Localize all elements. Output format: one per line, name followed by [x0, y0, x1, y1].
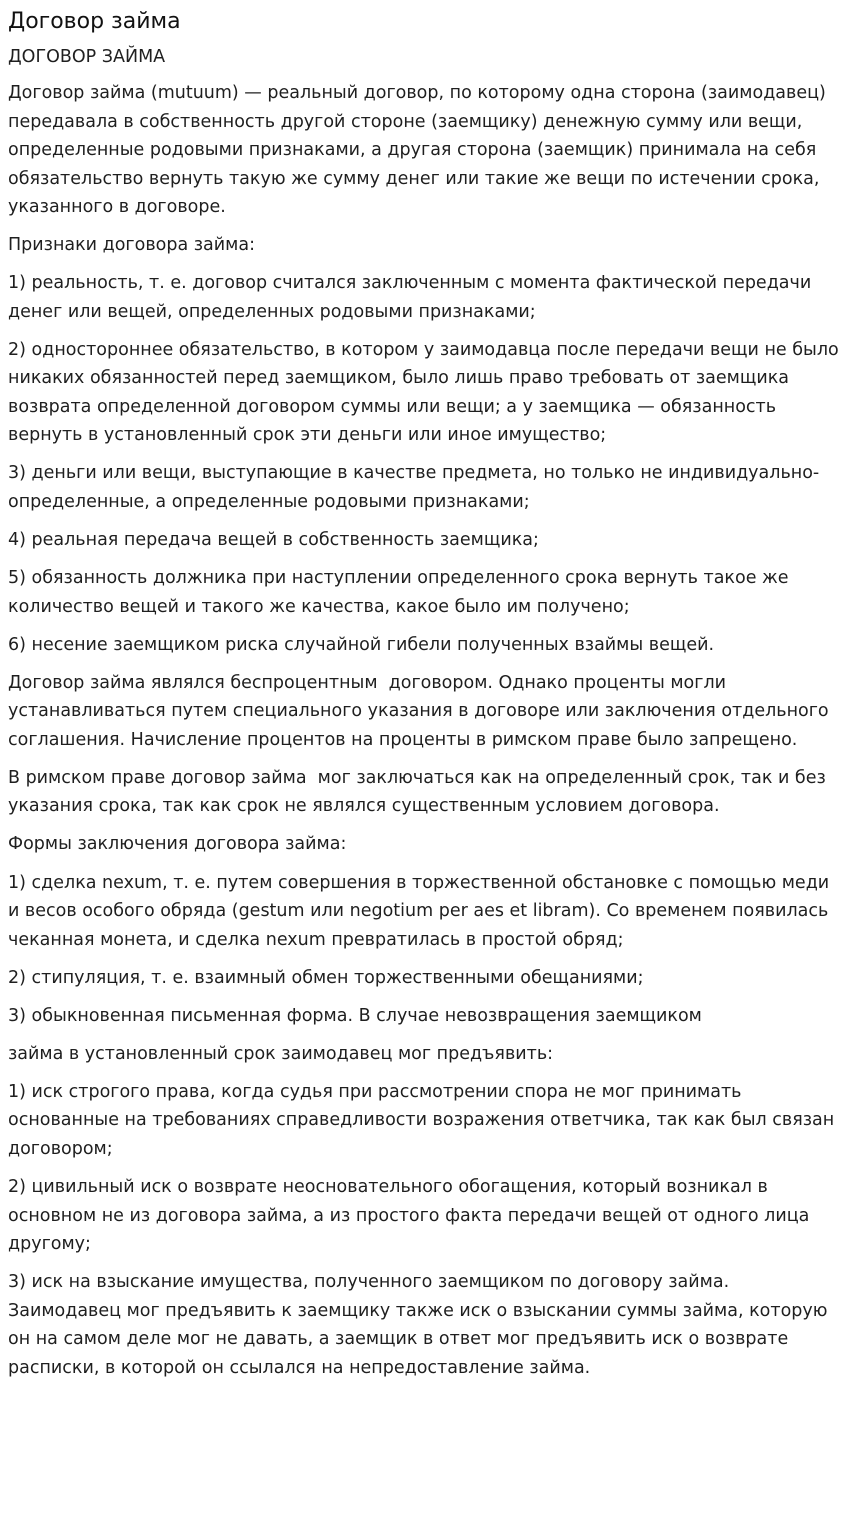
paragraph-claims-heading: займа в установленный срок заимодавец мог предъявить: — [8, 1043, 554, 1064]
document-subtitle: ДОГОВОР ЗАЙМА — [8, 47, 166, 67]
paragraph-feature-1: 1) реальность, т. е. договор считался заключенным с момента фактической передачи денег или вещей, определенных родовыми признаками; — [8, 273, 817, 322]
paragraph-feature-5: 5) обязанность должника при наступлении определенного срока вернуть такое же количество вещей и такого же качества, какое было им получено; — [8, 568, 795, 617]
paragraph-feature-2: 2) одностороннее обязательство, в котором у заимодавца после передачи вещи не было никаких обязанностей перед заемщиком, было лишь право требовать от заемщика возврата определенной договором суммы или вещи; а у заемщика — обязанность вернуть в установленный срок эти деньги или иное имущество; — [8, 339, 845, 446]
paragraph-term: В римском праве договор займа мог заключаться как на определенный срок, так и без указания срока, так как срок не являлся существенным условием договора. — [8, 767, 832, 817]
page-title: Договор займа — [8, 9, 181, 34]
paragraph-feature-3: 3) деньги или вещи, выступающие в качестве предмета, но только не индивидуально-определенные, а определенные родовыми признаками; — [8, 463, 820, 512]
paragraph-claim-1: 1) иск строгого права, когда судья при рассмотрении спора не мог принимать основанные на требованиях справедливости возражения ответчика, так как был связан договором; — [8, 1081, 840, 1159]
paragraph-interest: Договор займа являлся беспроцентным договором. Однако проценты могли устанавливаться путем специального указания в договоре или заключения отдельного соглашения. Начисление процентов на проценты в римском праве было запрещено. — [8, 672, 835, 750]
paragraph-form-2: 2) стипуляция, т. е. взаимный обмен торжественными обещаниями; — [8, 967, 644, 988]
paragraph-form-3: 3) обыкновенная письменная форма. В случае невозвращения заемщиком — [8, 1005, 702, 1026]
paragraph-definition: Договор займа (mutuum) — реальный договор, по которому одна сторона (заимодавец) передавала в собственность другой стороне (заемщику) денежную сумму или вещи, определенные родовыми признаками, а другая сторона (заемщик) принимала на себя обязательство вернуть такую же сумму денег или такие же вещи по истечении срока, указанного в договоре. — [8, 83, 832, 217]
paragraph-features-heading: Признаки договора займа: — [8, 235, 255, 256]
paragraph-feature-6: 6) несение заемщиком риска случайной гибели полученных взаймы вещей. — [8, 634, 715, 655]
paragraph-claim-2: 2) цивильный иск о возврате неосновательного обогащения, который возникал в основном не из договора займа, а из простого факта передачи вещей от одного лица другому; — [8, 1177, 815, 1254]
paragraph-feature-4: 4) реальная передача вещей в собственность заемщика; — [8, 529, 539, 550]
paragraph-form-1: 1) сделка nexum, т. е. путем совершения в торжественной обстановке с помощью меди и весов особого обряда (gestum или negotium per aes et libram). Со временем появилась чеканная монета, и сделка nexum превратилась в простой обряд; — [8, 872, 835, 950]
paragraph-forms-heading: Формы заключения договора займа: — [8, 834, 347, 855]
paragraph-claim-3: 3) иск на взыскание имущества, полученного заемщиком по договору займа. Заимодавец мог предъявить к заемщику также иск о взыскании суммы займа, которую он на самом деле мог не давать, а заемщик в ответ мог предъявить иск о возврате расписки, в которой он ссылался на непредоставление займа. — [8, 1272, 834, 1378]
